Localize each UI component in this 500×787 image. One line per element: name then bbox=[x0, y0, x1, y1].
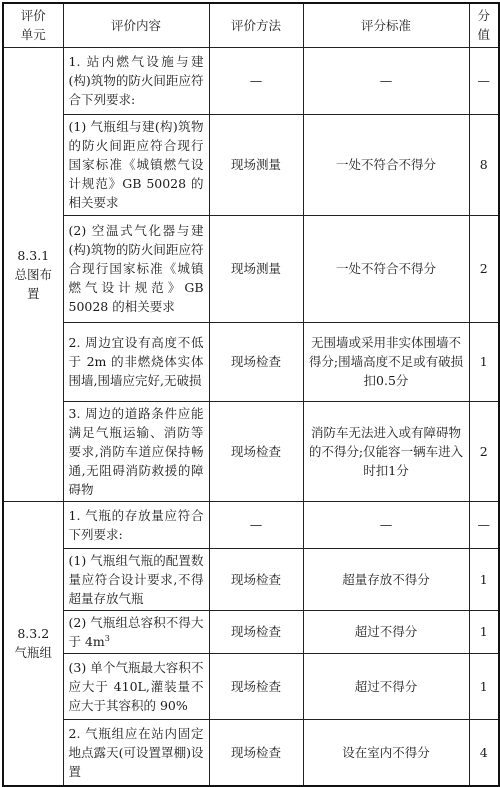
unit-8-3-2 bbox=[3, 501, 63, 786]
table-row bbox=[3, 653, 499, 719]
row-content bbox=[63, 610, 209, 653]
table-row bbox=[3, 610, 499, 653]
unit-8-3-2-line2: 气瓶组 bbox=[14, 645, 52, 661]
row-score: 1 bbox=[469, 610, 499, 653]
row-score: 1 bbox=[469, 653, 499, 719]
row-score: — bbox=[469, 501, 499, 548]
row-content: (1) 气瓶组气瓶的配置数量应符合设计要求,不得超量存放气瓶 bbox=[63, 548, 209, 610]
table-row bbox=[3, 215, 499, 322]
row-method: 现场检查 bbox=[209, 653, 303, 719]
table-row bbox=[3, 47, 499, 114]
table-row bbox=[3, 322, 499, 401]
header-standard: 评分标准 bbox=[303, 3, 469, 47]
row-method: 现场检查 bbox=[209, 719, 303, 786]
row-content: (2) 空温式气化器与建(构)筑物的防火间距应符合现行国家标准《城镇燃气设计规范》GB 50028 的相关要求 bbox=[63, 215, 209, 322]
row-score: 1 bbox=[469, 548, 499, 610]
row-score: 1 bbox=[469, 322, 499, 401]
header-row bbox=[3, 3, 499, 47]
row-method: 现场测量 bbox=[209, 215, 303, 322]
row-standard: 设在室内不得分 bbox=[303, 719, 469, 786]
row-content: 2. 气瓶组应在站内固定地点露天(可设置罩棚)设置 bbox=[63, 719, 209, 786]
row-standard: 超量存放不得分 bbox=[303, 548, 469, 610]
row-method: 现场检查 bbox=[209, 322, 303, 401]
row-content: 1. 气瓶的存放量应符合下列要求: bbox=[63, 501, 209, 548]
row-method: 现场测量 bbox=[209, 114, 303, 215]
table-row bbox=[3, 401, 499, 501]
unit-8-3-1-line2: 总图布置 bbox=[14, 266, 52, 301]
unit-8-3-1 bbox=[3, 47, 63, 501]
header-unit bbox=[3, 3, 63, 47]
header-score-line2: 值 bbox=[477, 27, 490, 43]
table-row bbox=[3, 719, 499, 786]
row-content: 3. 周边的道路条件应能满足气瓶运输、消防等要求,消防车道应保持畅通,无阻碍消防救援的障碍物 bbox=[63, 401, 209, 501]
row-score: 4 bbox=[469, 719, 499, 786]
header-method: 评价方法 bbox=[209, 3, 303, 47]
table-row bbox=[3, 548, 499, 610]
table-row bbox=[3, 114, 499, 215]
row-method: — bbox=[209, 501, 303, 548]
row-method: — bbox=[209, 47, 303, 114]
header-score bbox=[469, 3, 499, 47]
row-content-text: (2) 气瓶组总容积不得大于 4m bbox=[68, 614, 204, 649]
header-unit-line1: 评价 bbox=[20, 8, 46, 24]
table-row bbox=[3, 501, 499, 548]
row-standard: 超过不得分 bbox=[303, 610, 469, 653]
evaluation-table bbox=[2, 2, 500, 787]
row-method: 现场检查 bbox=[209, 548, 303, 610]
header-score-line1: 分 bbox=[477, 8, 490, 24]
unit-8-3-1-line1: 8.3.1 bbox=[17, 247, 50, 263]
row-standard: 消防车无法进入或有障碍物的不得分;仅能容一辆车进入时扣1分 bbox=[303, 401, 469, 501]
row-content: (1) 气瓶组与建(构)筑物的防火间距应符合现行国家标准《城镇燃气设计规范》GB 50028 的相关要求 bbox=[63, 114, 209, 215]
row-method: 现场检查 bbox=[209, 610, 303, 653]
row-standard: — bbox=[303, 501, 469, 548]
row-standard: 一处不符合不得分 bbox=[303, 215, 469, 322]
row-content-superscript: 3 bbox=[104, 633, 110, 643]
row-score: 2 bbox=[469, 401, 499, 501]
row-content: 2. 周边宜设有高度不低于 2m 的非燃烧体实体围墙,围墙应完好,无破损 bbox=[63, 322, 209, 401]
header-unit-line2: 单元 bbox=[20, 27, 46, 43]
row-score: — bbox=[469, 47, 499, 114]
unit-8-3-2-line1: 8.3.2 bbox=[17, 626, 50, 642]
row-standard: 一处不符合不得分 bbox=[303, 114, 469, 215]
row-standard: — bbox=[303, 47, 469, 114]
row-standard: 无围墙或采用非实体围墙不得分;围墙高度不足或有破损扣0.5分 bbox=[303, 322, 469, 401]
row-score: 2 bbox=[469, 215, 499, 322]
row-score: 8 bbox=[469, 114, 499, 215]
header-content: 评价内容 bbox=[63, 3, 209, 47]
row-content: 1. 站内燃气设施与建(构)筑物的防火间距应符合下列要求: bbox=[63, 47, 209, 114]
row-method: 现场检查 bbox=[209, 401, 303, 501]
row-standard: 超过不得分 bbox=[303, 653, 469, 719]
row-content: (3) 单个气瓶最大容积不应大于 410L,灌装量不应大于其容积的 90% bbox=[63, 653, 209, 719]
